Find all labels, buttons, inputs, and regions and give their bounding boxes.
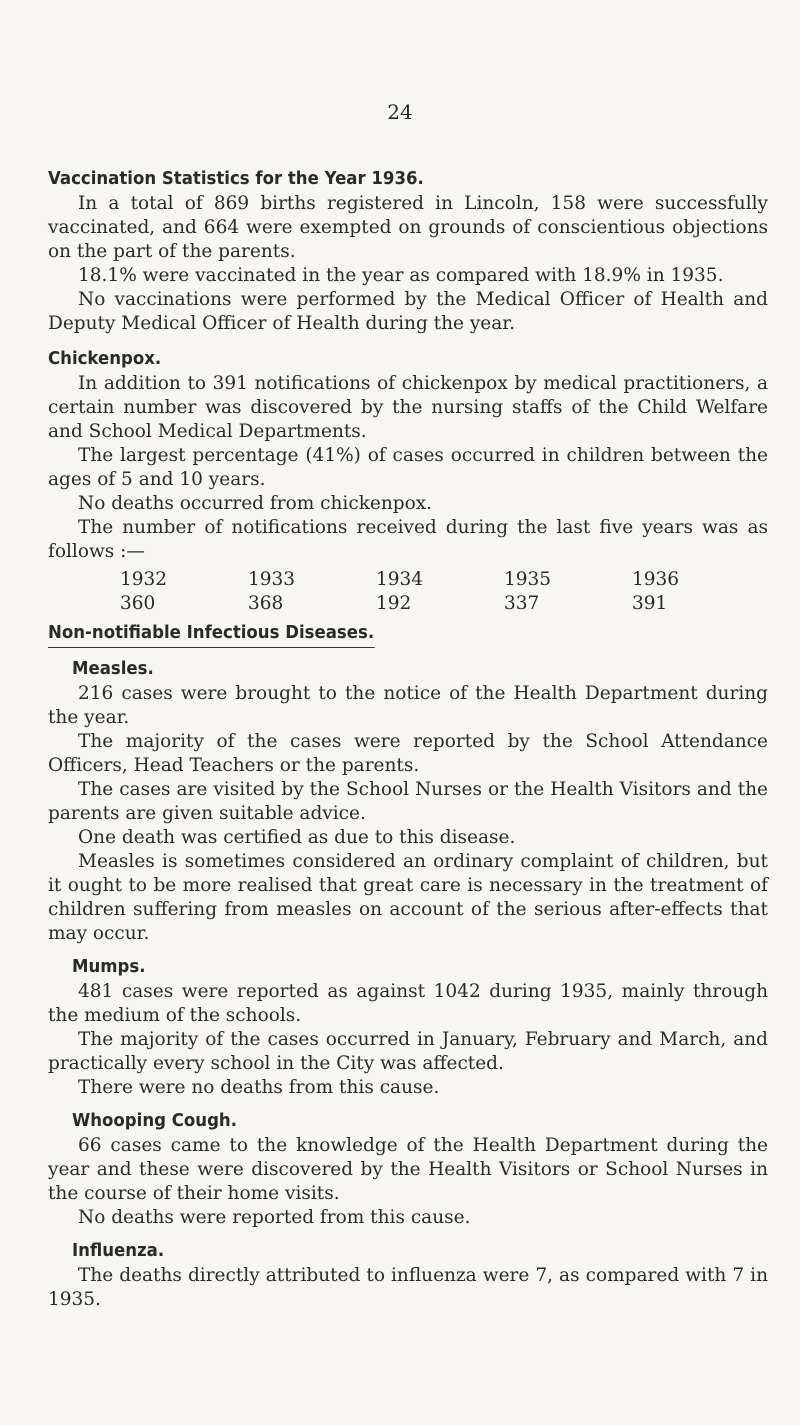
vaccination-heading: Vaccination Statistics for the Year 1936. bbox=[48, 168, 424, 189]
mumps-heading: Mumps. bbox=[72, 956, 146, 977]
table-cell-value: 192 bbox=[376, 593, 412, 614]
paragraph: The largest percentage (41%) of cases occurred in children between the ages of 5 and 10 years. bbox=[48, 445, 768, 490]
table-row-years bbox=[120, 568, 760, 592]
vaccination-section bbox=[48, 166, 768, 336]
table-cell-year: 1934 bbox=[376, 569, 424, 590]
table-cell-value: 337 bbox=[504, 593, 540, 614]
paragraph: The cases are visited by the School Nurses or the Health Visitors and the parents are given suitable advice. bbox=[48, 779, 768, 824]
notifications-table bbox=[120, 568, 760, 616]
paragraph: 481 cases were reported as against 1042 during 1935, mainly through the medium of the schools. bbox=[48, 981, 768, 1026]
table-cell-value: 360 bbox=[120, 593, 156, 614]
chickenpox-heading: Chickenpox. bbox=[48, 348, 162, 369]
measles-heading: Measles. bbox=[72, 658, 154, 679]
table-cell-year: 1933 bbox=[248, 569, 296, 590]
table-cell-value: 368 bbox=[248, 593, 284, 614]
table-cell-year: 1936 bbox=[632, 569, 680, 590]
paragraph: There were no deaths from this cause. bbox=[78, 1077, 440, 1098]
influenza-section bbox=[72, 1238, 768, 1264]
paragraph: No vaccinations were performed by the Medical Officer of Health and Deputy Medical Officer of Health during the year. bbox=[48, 289, 768, 334]
table-row-values bbox=[120, 592, 760, 616]
paragraph: The majority of the cases occurred in January, February and March, and practically every school in the City was affected. bbox=[48, 1029, 768, 1074]
paragraph: In addition to 391 notifications of chickenpox by medical practitioners, a certain number was discovered by the nursing staffs of the Child Welfare and School Medical Departments. bbox=[48, 373, 768, 442]
paragraph: The number of notifications received during the last five years was as follows :— bbox=[48, 517, 768, 562]
paragraph: 18.1% were vaccinated in the year as compared with 18.9% in 1935. bbox=[78, 265, 724, 286]
paragraph: 66 cases came to the knowledge of the Health Department during the year and these were discovered by the Health Visitors or School Nurses in the course of their home visits. bbox=[48, 1135, 768, 1204]
table-cell-year: 1932 bbox=[120, 569, 168, 590]
measles-section bbox=[72, 656, 768, 682]
paragraph: Measles is sometimes considered an ordinary complaint of children, but it ought to be more realised that great care is necessary in the treatment of children suffering from measles on account of the serious after-effects that may occur. bbox=[48, 851, 768, 944]
paragraph: No deaths occurred from chickenpox. bbox=[78, 493, 433, 514]
paragraph: No deaths were reported from this cause. bbox=[78, 1207, 471, 1228]
whooping-cough-heading: Whooping Cough. bbox=[72, 1110, 238, 1131]
chickenpox-section bbox=[48, 346, 768, 616]
paragraph: The majority of the cases were reported by the School Attendance Officers, Head Teachers or the parents. bbox=[48, 731, 768, 776]
mumps-section bbox=[72, 954, 768, 980]
non-notifiable-section bbox=[48, 620, 768, 1312]
table-cell-value: 391 bbox=[632, 593, 668, 614]
paragraph: The deaths directly attributed to influenza were 7, as compared with 7 in 1935. bbox=[48, 1265, 768, 1310]
paragraph: 216 cases were brought to the notice of the Health Department during the year. bbox=[48, 683, 768, 728]
page-number: 24 bbox=[387, 100, 413, 124]
paragraph: In a total of 869 births registered in Lincoln, 158 were successfully vaccinated, and 664 were exempted on grounds of conscientious objections on the part of the parents. bbox=[48, 193, 768, 262]
whooping-cough-section bbox=[72, 1108, 768, 1134]
non-notifiable-heading: Non-notifiable Infectious Diseases. bbox=[48, 620, 374, 648]
paragraph: One death was certified as due to this disease. bbox=[78, 827, 516, 848]
influenza-heading: Influenza. bbox=[72, 1240, 165, 1261]
table-cell-year: 1935 bbox=[504, 569, 552, 590]
page-content bbox=[48, 166, 768, 1312]
